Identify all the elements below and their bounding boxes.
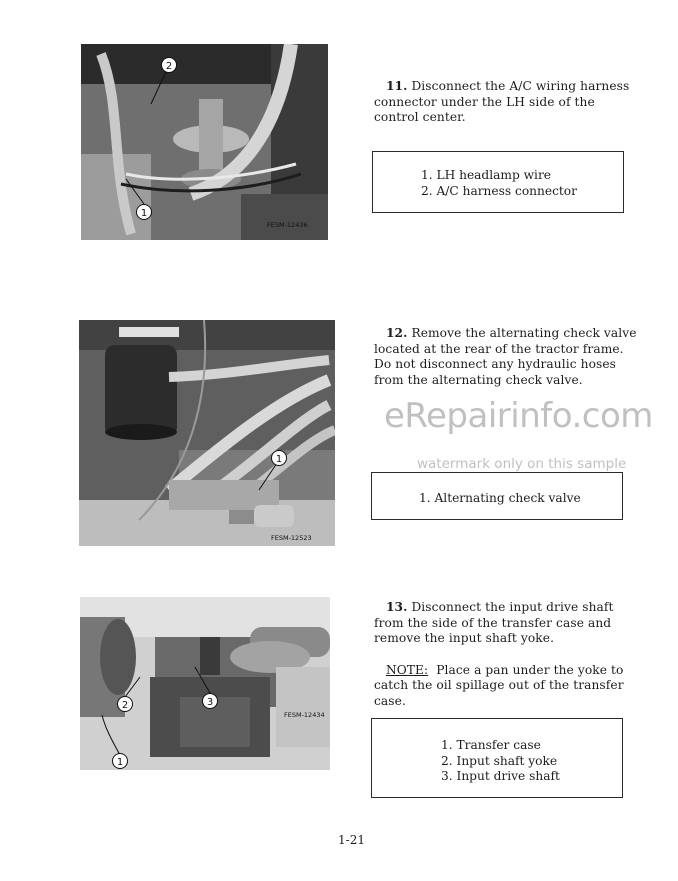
watermark-subtext: watermark only on this sample (417, 456, 627, 472)
step-13-text (374, 600, 634, 710)
legend-step-11 (372, 151, 624, 213)
page-number: 1-21 (338, 833, 365, 847)
photo-step-12 (79, 320, 335, 546)
legend-item: 1. LH headlamp wire (421, 168, 551, 182)
callout-3: 3 (206, 697, 214, 708)
legend-item: 2. Input shaft yoke (441, 753, 558, 768)
legend-step-13 (371, 718, 623, 798)
step-instruction: Remove the alternating check valve located at the rear of the tractor frame. Do not disconnect any hydraulic hoses from the alternating check valve. (374, 326, 637, 387)
step-11-text (374, 79, 642, 126)
step-number: 12. (385, 326, 408, 340)
callout-1: 1 (275, 454, 283, 465)
legend-step-12 (371, 472, 623, 520)
legend-item: 3. Input drive shaft (441, 769, 560, 783)
note-label: NOTE: (385, 662, 429, 677)
photo-code: FESM-12436 (267, 221, 308, 229)
step-instruction: Disconnect the A/C wiring harness connector under the LH side of the control center. (374, 79, 630, 125)
photo-code: FESM-12523 (271, 534, 312, 542)
photo-step-13 (80, 597, 330, 770)
step-12-text (374, 326, 642, 388)
legend-item: 2. A/C harness connector (421, 183, 577, 198)
callout-2: 2 (121, 700, 129, 711)
photo-step-11 (81, 44, 328, 240)
note-text: Place a pan under the yoke to catch the oil spillage out of the transfer case. (374, 662, 624, 708)
watermark-brand: eRepairinfo.com (384, 396, 653, 436)
callout-2: 2 (165, 61, 173, 72)
callout-1: 1 (140, 208, 148, 219)
legend-item: 1. Transfer case (441, 738, 541, 752)
legend-item: 1. Alternating check valve (419, 491, 581, 505)
step-instruction: Disconnect the input drive shaft from the side of the transfer case and remove the input shaft yoke. (374, 600, 614, 646)
callout-1: 1 (116, 757, 124, 768)
step-number: 11. (385, 79, 408, 93)
photo-code: FESM-12434 (284, 711, 325, 719)
step-number: 13. (385, 600, 408, 614)
